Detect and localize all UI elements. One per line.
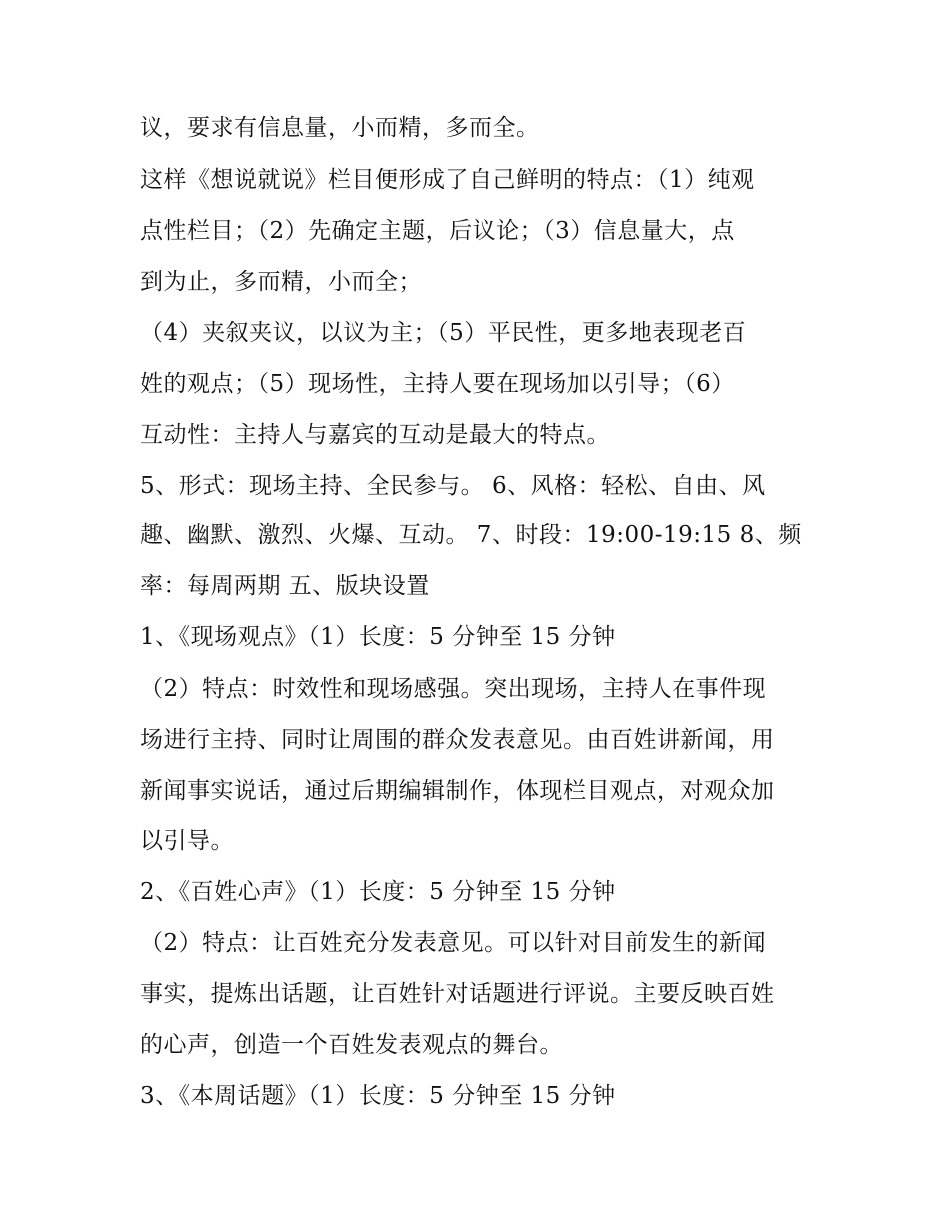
text-line: 事实，提炼出话题，让百姓针对话题进行评说。主要反映百姓 xyxy=(140,981,775,1007)
text-line: 互动性：主持人与嘉宾的互动是最大的特点。 xyxy=(140,422,610,448)
text-line: 趣、幽默、激烈、火爆、互动。 7、时段：19:00-19:15 8、频 xyxy=(140,522,802,548)
text-line: 这样《想说就说》栏目便形成了自己鲜明的特点：（1）纯观 xyxy=(140,167,755,193)
text-line: 1、《现场观点》（1）长度：5 分钟至 15 分钟 xyxy=(140,624,616,650)
text-line: 以引导。 xyxy=(140,828,234,854)
text-line: （2）特点：时效性和现场感强。突出现场，主持人在事件现 xyxy=(140,676,767,702)
text-line: 新闻事实说话，通过后期编辑制作，体现栏目观点，对观众加 xyxy=(140,778,775,804)
text-line: 点性栏目；（2）先确定主题，后议论；（3）信息量大，点 xyxy=(140,218,735,244)
text-line: 到为止，多而精，小而全； xyxy=(140,269,422,295)
text-line: （4）夹叙夹议，以议为主；（5）平民性，更多地表现老百 xyxy=(140,320,747,346)
text-line: 议，要求有信息量，小而精，多而全。 xyxy=(140,115,540,141)
text-line: 场进行主持、同时让周围的群众发表意见。由百姓讲新闻，用 xyxy=(140,727,775,753)
text-line: 率：每周两期 五、版块设置 xyxy=(140,573,430,599)
text-line: 3、《本周话题》（1）长度：5 分钟至 15 分钟 xyxy=(140,1083,616,1109)
text-line: （2）特点：让百姓充分发表意见。可以针对目前发生的新闻 xyxy=(140,930,767,956)
text-line: 5、形式：现场主持、全民参与。 6、风格：轻松、自由、风 xyxy=(140,473,766,499)
text-line: 姓的观点；（5）现场性，主持人要在现场加以引导；（6） xyxy=(140,371,735,397)
text-line: 2、《百姓心声》（1）长度：5 分钟至 15 分钟 xyxy=(140,879,616,905)
text-line: 的心声，创造一个百姓发表观点的舞台。 xyxy=(140,1032,563,1058)
